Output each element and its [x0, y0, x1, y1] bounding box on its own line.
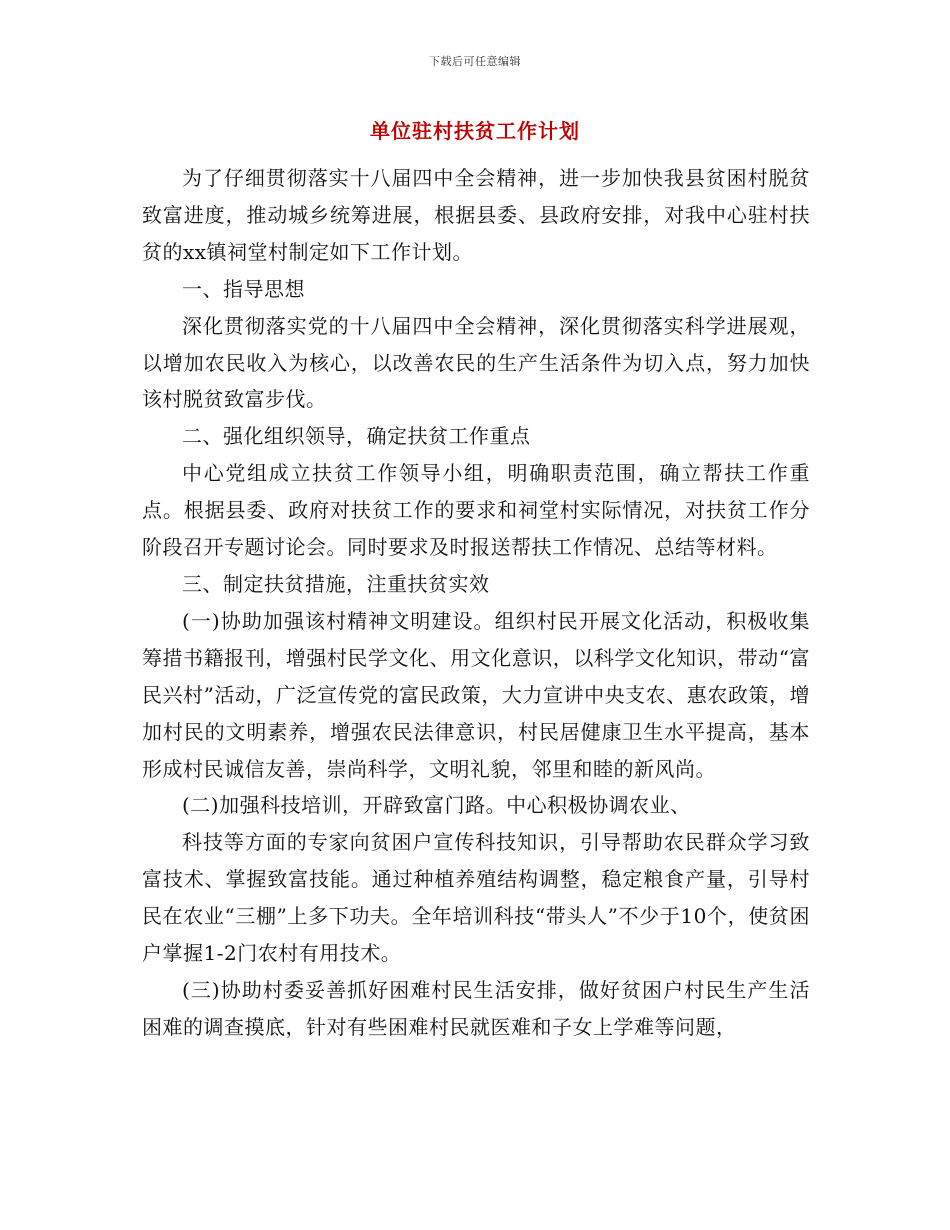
- paragraph-measure-2-cont: 科技等方面的专家向贫困户宣传科技知识，引导帮助农民群众学习致富技术、掌握致富技能。通过种植养殖结构调整，稳定粮食产量，引导村民在农业“三棚”上多下功夫。全年培训科技“带头人”不少于10个，使贫困户掌握1-2门农村有用技术。: [142, 830, 810, 966]
- section-heading-3: 三、制定扶贫措施，注重扶贫实效: [182, 571, 490, 596]
- paragraph-guiding-thought: 深化贯彻落实党的十八届四中全会精神，深化贯彻落实科学进展观，以增加农民收入为核心，以改善农民的生产生活条件为切入点，努力加快该村脱贫致富步伐。: [142, 313, 810, 412]
- paragraph-leadership: 中心党组成立扶贫工作领导小组，明确职责范围，确立帮扶工作重点。根据县委、政府对扶贫工作的要求和祠堂村实际情况，对扶贫工作分阶段召开专题讨论会。同时要求及时报送帮扶工作情况、总结等材料。: [142, 461, 810, 560]
- paragraph-measure-2-start: (二)加强科技培训，开辟致富门路。中心积极协调农业、: [182, 793, 691, 818]
- paragraph-measure-3: (三)协助村委妥善抓好困难村民生活安排，做好贫困户村民生产生活困难的调查摸底，针对有些困难村民就医难和子女上学难等问题，: [142, 977, 810, 1039]
- paragraph-measure-1: (一)协助加强该村精神文明建设。组织村民开展文化活动，积极收集筹措书籍报刊，增强村民学文化、用文化意识，以科学文化知识，带动“富民兴村”活动，广泛宣传党的富民政策，大力宣讲中央支农、惠农政策，增加村民的文明素养，增强农民法律意识，村民居健康卫生水平提高，基本形成村民诚信友善，崇尚科学，文明礼貌，邻里和睦的新风尚。: [142, 608, 810, 781]
- document-title: 单位驻村扶贫工作计划: [370, 119, 580, 143]
- section-heading-1: 一、指导思想: [182, 276, 305, 301]
- document-body: [142, 160, 810, 1046]
- header-note: 下载后可任意编辑: [429, 55, 521, 68]
- paragraph-intro: 为了仔细贯彻落实十八届四中全会精神，进一步加快我县贫困村脱贫致富进度，推动城乡统筹进展，根据县委、县政府安排，对我中心驻村扶贫的xx镇祠堂村制定如下工作计划。: [142, 166, 810, 264]
- section-heading-2: 二、强化组织领导，确定扶贫工作重点: [182, 424, 531, 449]
